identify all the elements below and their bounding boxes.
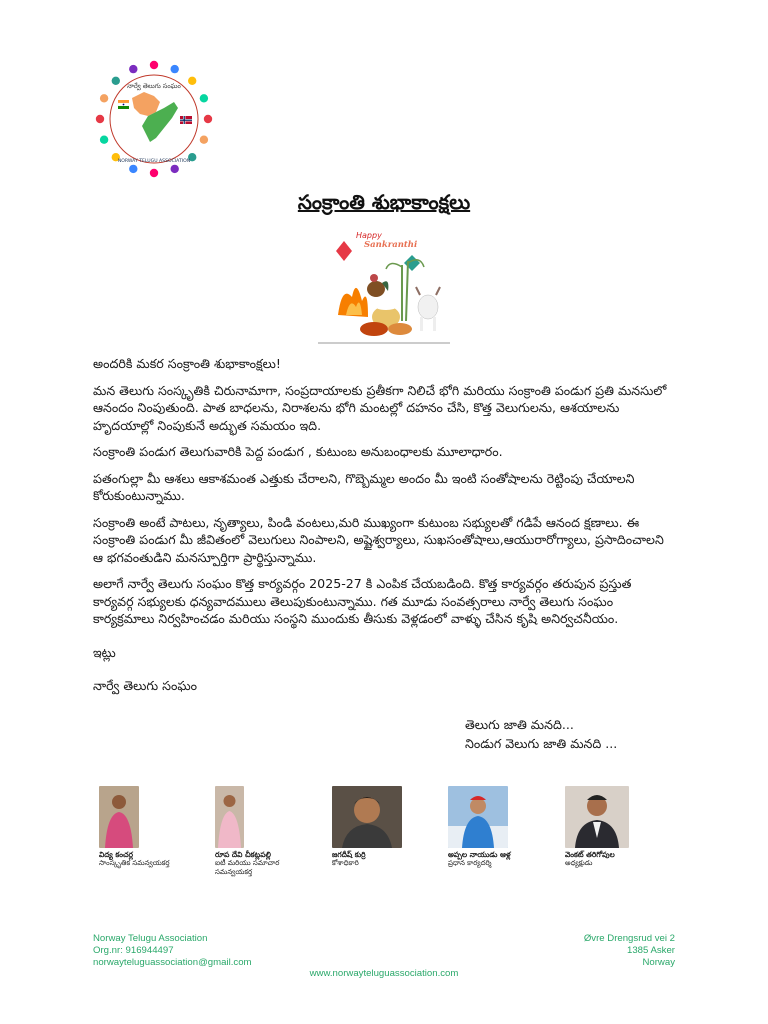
footer-website-link[interactable]: www.norwayteluguassociation.com — [309, 968, 459, 979]
closing-line: తెలుగు జాతి మనది... — [465, 717, 574, 732]
member-role: సాంస్కృతిక సమన్వయకర్త — [99, 859, 170, 867]
hero-caption-sankranthi: Sankranthi — [364, 240, 418, 250]
footer-org-block — [93, 933, 252, 969]
sankranthi-illustration — [316, 225, 452, 345]
paragraph: సంక్రాంతి అంటే పాటలు, నృత్యాలు, పిండి వంటలు,మరి ముఖ్యంగా కుటుంబ సభ్యులతో గడిపే ఆనంద క్షణాలు. ఈ సంక్రాంతి పండుగ మీ జీవితంలో వెలుగులు నింపాలని, అష్టైశ్వర్యాలు, సుఖసంతోషాలు,ఆయురారోగ్యాలు, ప్రసాదించాలని ఆ భగవంతుడిని మనస్పూర్తిగా ప్రార్థిస్తున్నాము. — [93, 514, 664, 565]
logo-arc-text: నార్వే తెలుగు సంఘం — [127, 82, 181, 90]
member-name: రూప దేవి చీకట్లపల్లి — [215, 850, 271, 859]
member-card — [565, 786, 665, 868]
member-name: అప్పల నాయుడు ఆళ్ల — [448, 850, 511, 859]
member-role: అధ్యక్షుడు — [565, 859, 593, 867]
member-name: విద్య కంచర్ల — [99, 850, 133, 859]
sign-off: ఇట్లు — [93, 644, 116, 660]
hero-caption-happy: Happy — [356, 231, 382, 240]
member-photo — [448, 786, 508, 848]
member-name: వెంకట్ తరిగోపుల — [565, 850, 615, 859]
footer-address-line: 1385 Asker — [626, 945, 675, 956]
closing-lines — [465, 715, 617, 753]
logo-dot — [200, 136, 208, 144]
member-photo — [99, 786, 139, 848]
member-photo — [332, 786, 402, 848]
footer-address-line: Norway — [642, 957, 675, 968]
member-photo — [565, 786, 629, 848]
footer-address-line: Øvre Drengsrud vei 2 — [583, 933, 675, 944]
member-role: ఐటీ మరియు సమాచార సమన్వయకర్త — [215, 859, 280, 876]
footer-address-block — [584, 933, 675, 969]
logo-dot — [100, 94, 108, 102]
page-title: సంక్రాంతి శుభాకాంక్షలు — [297, 190, 471, 214]
letter-body — [93, 355, 673, 704]
logo-dot — [204, 115, 212, 123]
logo-dot — [188, 77, 196, 85]
india-flag-icon — [118, 100, 129, 109]
member-photo — [215, 786, 244, 848]
logo-dot — [96, 115, 104, 123]
signature-org: నార్వే తెలుగు సంఘం — [93, 678, 198, 693]
paragraph: పతంగుల్లా మీ ఆశలు ఆకాశమంత ఎత్తుకు చేరాలని, గొబ్బెమ్మల అందం మీ ఇంటి సంతోషాలను రెట్టింపు చేయాలని కోరుకుంటున్నాము. — [93, 470, 635, 503]
closing-line: నిండుగ వెలుగు జాతి మనది ... — [465, 736, 618, 751]
paragraph: సంక్రాంతి పండుగ తెలుగువారికి పెద్ద పండుగ , కుటుంబ అనుబంధాలకు మూలాధారం. — [93, 444, 503, 459]
logo-dot — [150, 61, 158, 69]
member-name: జగదీష్ కుర్రి — [332, 850, 366, 859]
committee-members — [0, 786, 768, 876]
member-role: ప్రధాన కార్యదర్శి — [448, 859, 492, 867]
logo-dot — [171, 165, 179, 173]
member-card — [215, 786, 315, 877]
member-card — [448, 786, 548, 868]
logo-dot — [129, 165, 137, 173]
member-role: కోశాధికారి — [332, 859, 359, 867]
greeting: అందరికి మకర సంక్రాంతి శుభాకాంక్షలు! — [93, 356, 281, 371]
footer-org-name: Norway Telugu Association — [93, 933, 208, 944]
logo-dot — [129, 65, 137, 73]
logo-dot — [112, 77, 120, 85]
association-logo — [92, 58, 216, 180]
logo-dot — [150, 169, 158, 177]
footer-email-link[interactable]: norwayteluguassociation@gmail.com — [93, 957, 252, 968]
norway-flag-icon — [180, 116, 192, 124]
member-card — [99, 786, 199, 868]
paragraph: మన తెలుగు సంస్కృతికి చిరునామాగా, సంప్రదాయాలకు ప్రతీకగా నిలిచే భోగి మరియు సంక్రాంతి పండుగ ప్రతి మనసులో ఆనందం నింపుతుంది. పాత బాధలను, నిరాశలను భోగి మంటల్లో దహనం చేసి, కొత్త వెలుగులను, ఆశయాలను హృదయాల్లో నింపుకునే అద్భుత సమయం ఇది. — [93, 382, 667, 433]
logo-bottom-text: NORWAY TELUGU ASSOCIATION — [117, 159, 191, 164]
logo-dot — [100, 136, 108, 144]
paragraph: అలాగే నార్వే తెలుగు సంఘం కొత్త కార్యవర్గం 2025-27 కి ఎంపిక చేయబడింది. కొత్త కార్యవర్గం తరుపున ప్రస్తుత కార్యవర్గ సభ్యులకు ధన్యవాదములు తెలుపుకుంటున్నాము. గత మూడు సంవత్సరాలు నార్వే తెలుగు సంఘం కార్యక్రమాలు నిర్వహించడం మరియు సంస్థని ముందుకు తీసుకు వెళ్లడంలో వాళ్ళు చేసిన కృషి అనిర్వచనీయం. — [93, 576, 632, 626]
footer-org-number: Org.nr: 916944497 — [93, 945, 174, 956]
logo-dot — [171, 65, 179, 73]
logo-dot — [200, 94, 208, 102]
member-card — [332, 786, 432, 868]
